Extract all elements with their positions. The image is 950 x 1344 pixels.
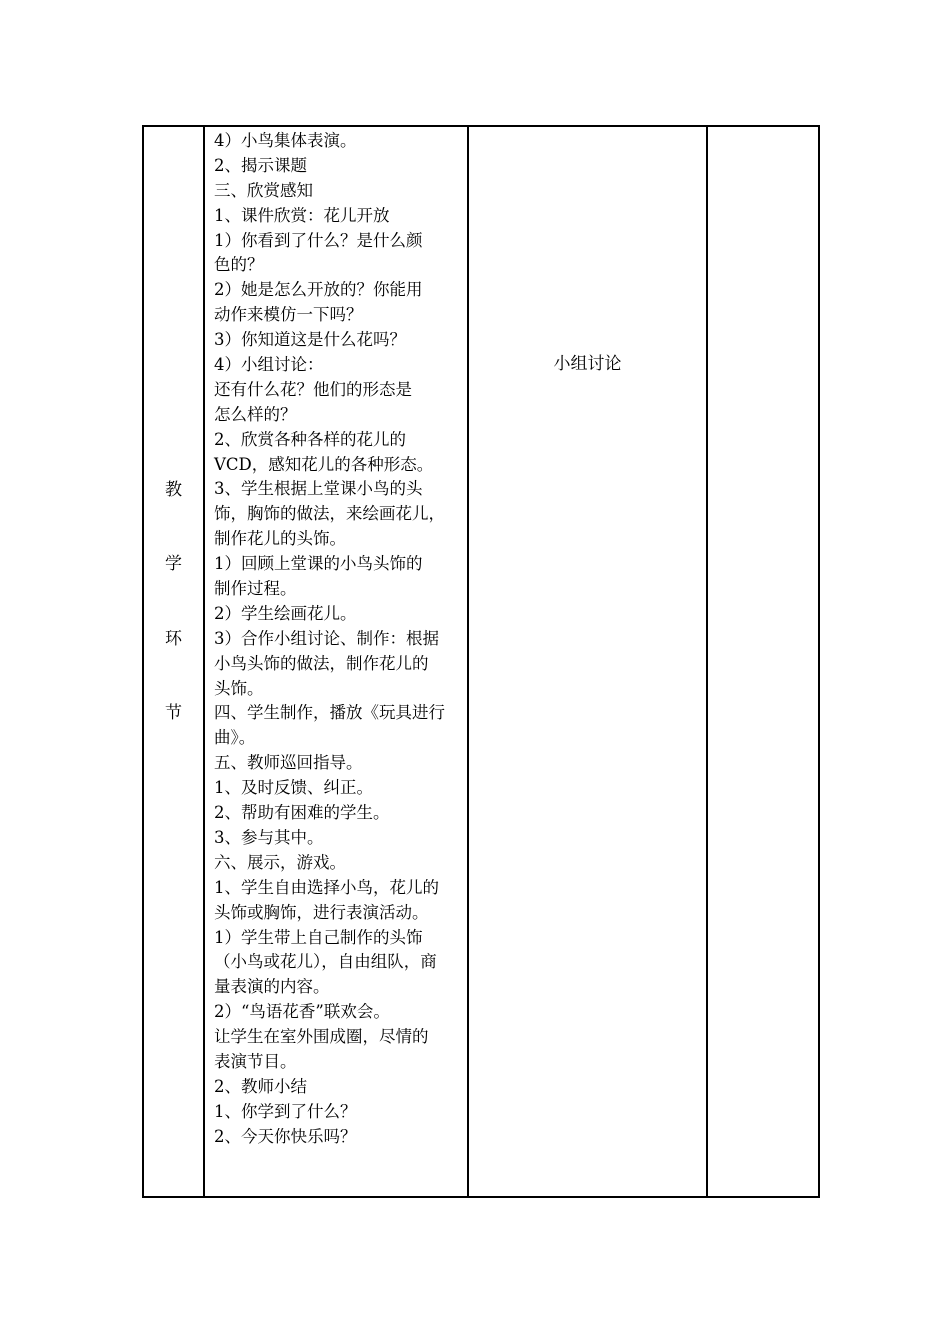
content-line: 1）回顾上堂课的小鸟头饰的 (214, 554, 423, 574)
content-line: 1、学生自由选择小鸟，花儿的 (214, 877, 439, 897)
content-line: 1、你学到了什么？ (214, 1101, 357, 1121)
content-line: 2）学生绘画花儿。 (214, 603, 357, 623)
content-line: 让学生在室外围成圈，尽情的 (214, 1027, 429, 1047)
content-line: 头饰或胸饰，进行表演活动。 (214, 902, 429, 922)
content-line: VCD，感知花儿的各种形态。 (214, 454, 434, 474)
content-line: 2）她是怎么开放的？你能用 (214, 280, 423, 300)
section-label-cell (143, 126, 204, 1197)
content-line: 色的？ (214, 255, 264, 275)
content-line: 五、教师巡回指导。 (214, 753, 363, 773)
section-label-char: 节 (165, 703, 182, 723)
section-label-char: 学 (165, 554, 182, 574)
content-line: 还有什么花？他们的形态是 (214, 379, 412, 399)
content-line: 制作过程。 (214, 579, 297, 599)
student-activity-cell (468, 126, 707, 1197)
content-line: 2）“鸟语花香”联欢会。 (214, 1002, 390, 1022)
content-line: 1）学生带上自己制作的头饰 (214, 927, 423, 947)
content-line: 量表演的内容。 (214, 977, 330, 997)
teaching-content (205, 127, 467, 1150)
content-line: 2、揭示课题 (214, 155, 307, 175)
content-line: 饰，胸饰的做法，来绘画花儿， (214, 504, 445, 524)
section-label-char: 环 (165, 629, 182, 649)
content-line: 3、参与其中。 (214, 827, 324, 847)
content-line: 2、今天你快乐吗？ (214, 1126, 357, 1146)
content-line: 六、展示，游戏。 (214, 852, 346, 872)
lesson-plan-table (142, 125, 820, 1198)
content-line: 1）你看到了什么？是什么颜 (214, 230, 423, 250)
content-line: （小鸟或花儿），自由组队，商 (214, 952, 437, 972)
content-line: 3）合作小组讨论、制作：根据 (214, 628, 439, 648)
content-line: 小鸟头饰的做法，制作花儿的 (214, 653, 429, 673)
content-line: 表演节目。 (214, 1051, 297, 1071)
student-activity-text: 小组讨论 (553, 354, 622, 374)
section-label (144, 127, 203, 1196)
content-line: 4）小组讨论： (214, 355, 324, 375)
student-activity (469, 127, 706, 1196)
table-row (143, 126, 819, 1197)
content-line: 2、帮助有困难的学生。 (214, 803, 390, 823)
content-line: 1、课件欣赏：花儿开放 (214, 205, 390, 225)
content-line: 制作花儿的头饰。 (214, 529, 346, 549)
content-line: 1、及时反馈、纠正。 (214, 778, 373, 798)
teaching-content-cell (204, 126, 468, 1197)
notes-cell (707, 126, 819, 1197)
content-line: 四、学生制作，播放《玩具进行 (214, 703, 445, 723)
content-line: 3、学生根据上堂课小鸟的头 (214, 479, 423, 499)
content-line: 曲》。 (214, 728, 256, 748)
content-line: 3）你知道这是什么花吗？ (214, 330, 406, 350)
content-line: 动作来模仿一下吗？ (214, 305, 363, 325)
content-line: 2、教师小结 (214, 1076, 307, 1096)
content-line: 怎么样的？ (214, 404, 297, 424)
content-line: 4）小鸟集体表演。 (214, 131, 357, 150)
section-label-char: 教 (165, 480, 182, 500)
content-line: 2、欣赏各种各样的花儿的 (214, 429, 406, 449)
content-line: 三、欣赏感知 (214, 180, 313, 200)
content-line: 头饰。 (214, 678, 264, 698)
